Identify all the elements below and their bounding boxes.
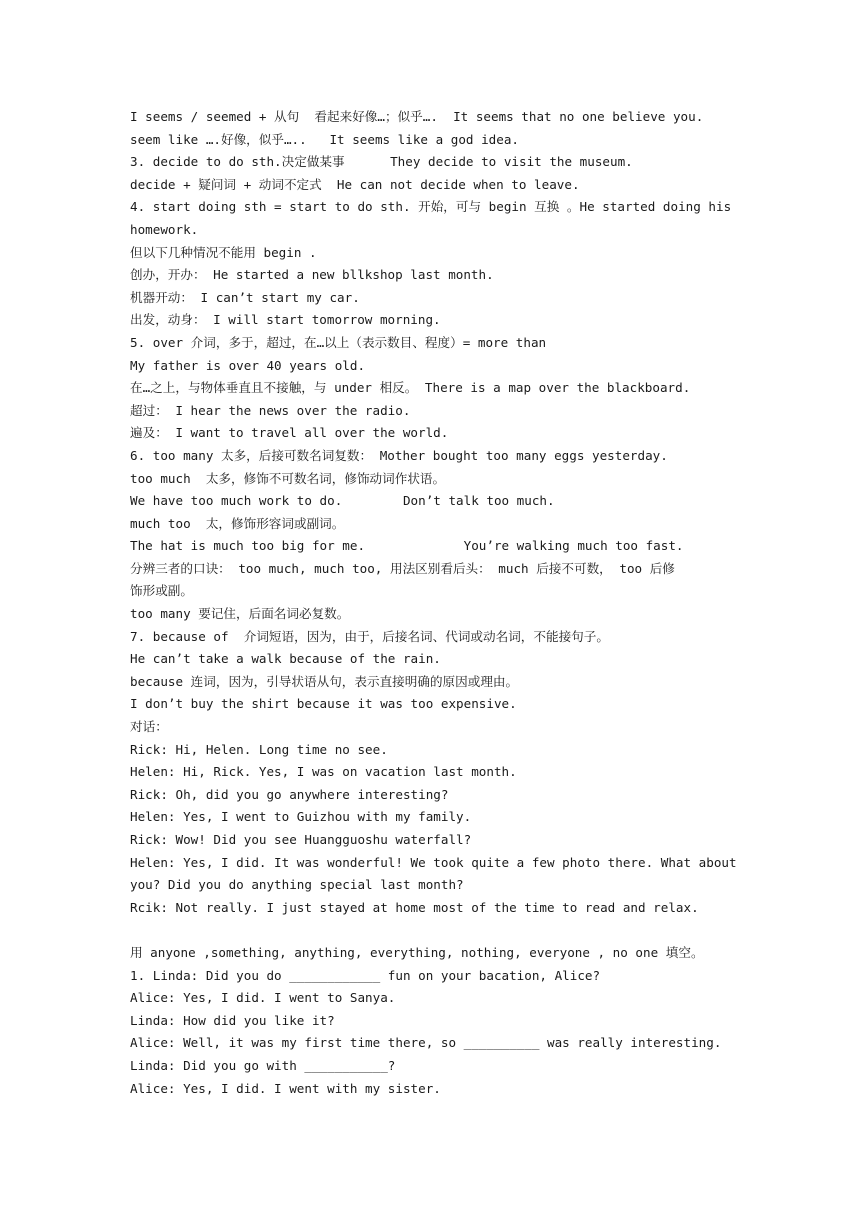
text-line: Helen: Yes, I did. It was wonderful! We took quite a few photo there. What about bbox=[130, 854, 737, 870]
text-line: Helen: Hi, Rick. Yes, I was on vacation last month. bbox=[130, 764, 517, 780]
text-line: Alice: Yes, I did. I went to Sanya. bbox=[130, 990, 396, 1006]
text-line: 7. because of 介词短语，因为，由于，后接名词、代词或动名词，不能接句子。 bbox=[130, 628, 609, 644]
text-line: 创办，开办： He started a new bllkshop last month. bbox=[130, 267, 494, 283]
text-line: Linda: Did you go with ___________? bbox=[130, 1057, 396, 1073]
text-line: Rick: Wow! Did you see Huangguoshu waterfall? bbox=[130, 832, 472, 847]
text-line: He can’t take a walk because of the rain. bbox=[130, 651, 441, 667]
text-line: My father is over 40 years old. bbox=[130, 357, 366, 373]
text-line: Alice: Yes, I did. I went with my sister. bbox=[130, 1080, 441, 1096]
text-line: 对话： bbox=[130, 719, 168, 735]
text-line: Linda: How did you like it? bbox=[130, 1012, 335, 1028]
blank-line bbox=[130, 919, 740, 942]
text-line: 5. over 介词，多于，超过，在…以上（表示数目、程度）= more than bbox=[130, 334, 547, 350]
text-line: 3. decide to do sth.决定做某事 They decide to visit the museum. bbox=[130, 154, 633, 170]
text-line: 在…之上，与物体垂直且不接触，与 under 相反。 There is a map over the blackboard. bbox=[130, 380, 691, 396]
text-line: 超过： I hear the news over the radio. bbox=[130, 402, 411, 418]
text-line: The hat is much too big for me. You’re walking much too fast. bbox=[130, 538, 684, 554]
text-line: you? Did you do anything special last month? bbox=[130, 877, 464, 893]
text-line: I seems / seemed + 从句 看起来好像…；似乎…. It seems that no one believe you. bbox=[130, 109, 704, 124]
text-line: 饰形或副。 bbox=[130, 583, 193, 599]
text-line: because 连词，因为，引导状语从句，表示直接明确的原因或理由。 bbox=[130, 673, 519, 689]
text-line: much too 太，修饰形容词或副词。 bbox=[130, 515, 345, 531]
text-line: Rcik: Not really. I just stayed at home most of the time to read and relax. bbox=[130, 899, 699, 915]
text-line: 分辨三者的口诀： too much, much too, 用法区别看后头： much 后接不可数， too 后修 bbox=[130, 560, 675, 576]
text-line: seem like ….好像，似乎….. It seems like a god idea. bbox=[130, 131, 519, 147]
text-line: Rick: Hi, Helen. Long time no see. bbox=[130, 741, 388, 757]
text-line: We have too much work to do. Don’t talk too much. bbox=[130, 493, 555, 509]
text-line: homework. bbox=[130, 221, 199, 237]
text-line: 但以下几种情况不能用 begin . bbox=[130, 244, 317, 260]
text-line: too much 太多，修饰不可数名词，修饰动词作状语。 bbox=[130, 470, 446, 486]
text-line: 出发，动身： I will start tomorrow morning. bbox=[130, 312, 441, 328]
text-line: 1. Linda: Did you do ____________ fun on your bacation, Alice? bbox=[130, 967, 601, 983]
text-line: Helen: Yes, I went to Guizhou with my family. bbox=[130, 809, 472, 825]
text-line: 6. too many 太多，后接可数名词复数： Mother bought too many eggs yesterday. bbox=[130, 447, 668, 463]
document-body bbox=[130, 106, 740, 1100]
text-line: 机器开动： I can’t start my car. bbox=[130, 289, 360, 305]
text-line: 用 anyone ,something, anything, everything, nothing, everyone , no one 填空。 bbox=[130, 944, 704, 960]
text-line: 4. start doing sth = start to do sth. 开始，可与 begin 互换 。He started doing his bbox=[130, 199, 732, 215]
text-line: I don’t buy the shirt because it was too expensive. bbox=[130, 696, 517, 712]
text-line: decide + 疑问词 + 动词不定式 He can not decide when to leave. bbox=[130, 176, 580, 192]
text-line: Alice: Well, it was my first time there, so __________ was really interesting. bbox=[130, 1035, 722, 1051]
text-line: Rick: Oh, did you go anywhere interesting? bbox=[130, 786, 449, 802]
text-line: 遍及： I want to travel all over the world. bbox=[130, 425, 449, 441]
text-line: too many 要记住，后面名词必复数。 bbox=[130, 606, 350, 622]
